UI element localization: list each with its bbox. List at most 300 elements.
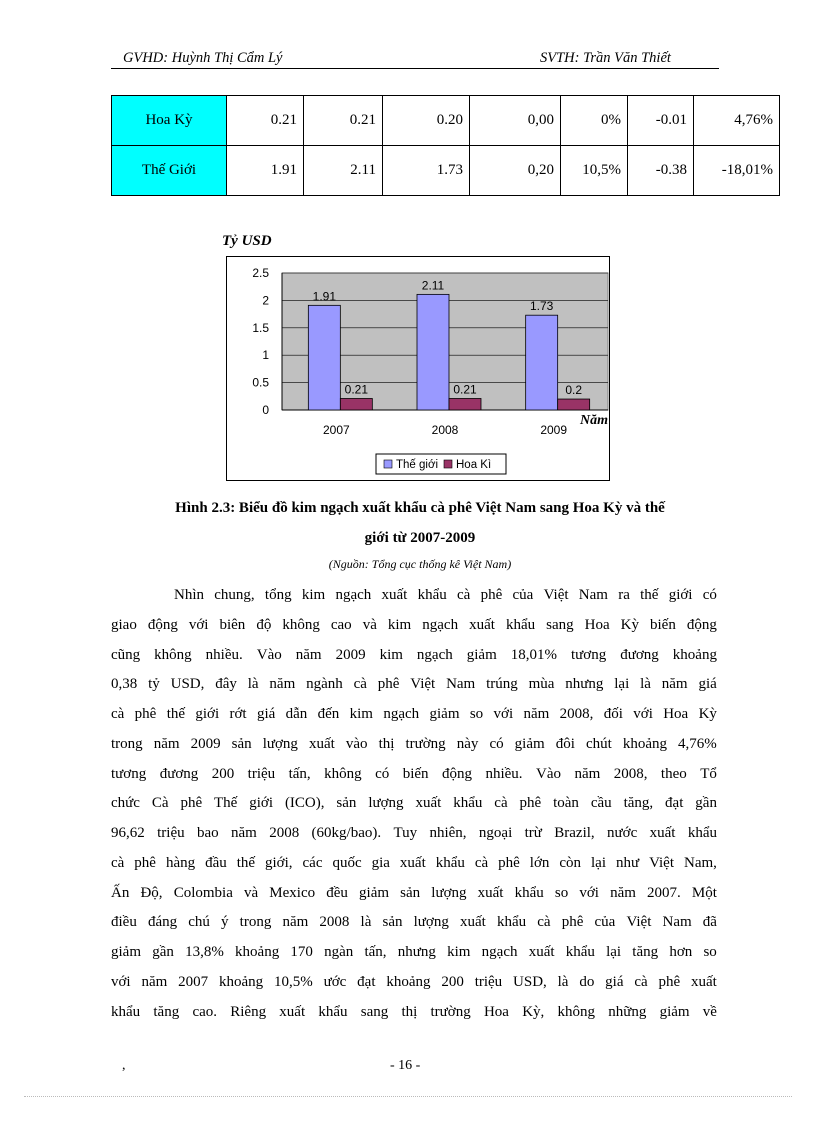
body-word: tấn, — [288, 765, 311, 782]
body-word: động — [686, 616, 717, 633]
body-word: Riêng — [230, 1003, 267, 1020]
body-word: ngạch — [422, 616, 459, 633]
table-row — [112, 96, 780, 146]
body-word: xuất — [528, 944, 555, 960]
body-word: xuất — [415, 795, 442, 812]
body-word: nhưng — [397, 944, 436, 960]
body-word: biến — [650, 616, 676, 633]
body-word: nhiên, — [429, 825, 467, 841]
body-word: đối — [603, 706, 623, 722]
body-word: kim — [387, 616, 412, 633]
body-word: gần — [152, 944, 174, 960]
body-word: khẩu — [111, 1003, 141, 1020]
body-line — [111, 789, 717, 819]
body-word: tổng — [264, 587, 292, 603]
legend-swatch — [444, 460, 452, 468]
body-word: trong — [111, 735, 143, 752]
body-paragraph — [111, 581, 717, 1027]
body-word: với — [188, 616, 209, 633]
bar-hoa-kì — [449, 398, 481, 410]
body-word: giá — [256, 706, 276, 722]
y-tick-label: 0 — [262, 403, 269, 417]
body-word: 0,38 — [111, 676, 138, 693]
row-name-cell: Hoa Kỳ — [112, 96, 227, 146]
table-row — [112, 146, 780, 196]
body-word: hơn — [669, 944, 693, 960]
body-word: giới — [249, 795, 274, 812]
body-word: Colombia — [173, 884, 233, 901]
body-word: xuất — [469, 616, 495, 633]
body-word: USD, — [513, 973, 547, 990]
data-label: 2.11 — [421, 278, 445, 293]
body-line — [111, 670, 717, 700]
body-word: Việt — [543, 587, 569, 603]
y-tick-label: 0.5 — [252, 375, 269, 390]
body-word: cà — [111, 854, 125, 871]
table-cell: -0.38 — [628, 146, 694, 196]
body-word: kim — [349, 706, 373, 722]
body-word: khẩu — [318, 1003, 348, 1020]
body-line — [111, 819, 717, 849]
body-word: Hoa — [483, 1003, 509, 1020]
body-word: triệu — [474, 973, 503, 990]
body-word: lại — [606, 944, 622, 960]
body-word: ngạch — [335, 587, 372, 603]
body-word: xuất — [459, 914, 486, 931]
header-divider — [111, 68, 719, 69]
body-word: triệu — [157, 825, 185, 841]
data-label: 0.21 — [453, 382, 477, 397]
body-word: Brazil, — [554, 825, 595, 841]
body-word: Nam — [446, 676, 476, 693]
body-word: cao — [330, 616, 352, 633]
figure-caption-line-2: giới từ 2007-2009 — [364, 530, 476, 546]
body-word: Việt — [626, 914, 652, 931]
body-word: và — [243, 884, 259, 901]
body-word: động — [442, 765, 472, 782]
body-word: 200 — [441, 973, 464, 990]
body-word: xuất — [279, 1003, 306, 1020]
body-word: so — [554, 884, 569, 901]
body-word: Vào — [535, 765, 561, 782]
body-word: giảm — [659, 1003, 690, 1020]
legend-label: Hoa Kì — [456, 459, 492, 471]
body-word: sản — [231, 735, 252, 752]
body-word: mùa — [528, 676, 555, 693]
bar-hoa-kì — [558, 399, 590, 410]
body-word: 200 — [211, 765, 235, 782]
body-word: có — [489, 735, 504, 752]
body-word: Một — [691, 884, 717, 901]
body-word: đương — [620, 646, 659, 663]
body-word: là — [360, 914, 372, 931]
body-word: Hoa — [663, 706, 689, 722]
body-word: của — [594, 914, 616, 931]
body-word: tương — [111, 765, 147, 782]
body-word: so — [469, 706, 484, 722]
body-word: với — [111, 973, 131, 990]
body-word: khẩu — [565, 944, 595, 960]
body-word: đương — [159, 765, 199, 782]
body-word: cà — [634, 973, 648, 990]
body-word: 170 — [290, 944, 313, 960]
body-word: tăng, — [623, 795, 654, 812]
body-word: bao — [196, 825, 219, 841]
body-word: Việt — [649, 854, 675, 871]
body-word: khoảng — [672, 646, 717, 663]
body-word: các — [302, 854, 323, 871]
body-word: đáng — [147, 914, 178, 931]
body-word: cà — [494, 795, 508, 812]
body-word: giảm — [359, 884, 390, 901]
body-word: giới — [668, 587, 693, 603]
body-word: là — [557, 973, 569, 990]
body-word: đôi — [555, 735, 575, 752]
body-word: USD, — [170, 676, 205, 693]
body-word: giới, — [265, 854, 293, 871]
body-word: không — [324, 765, 362, 782]
body-word: dẫn — [285, 706, 308, 722]
bar-thế-giới — [526, 315, 558, 410]
data-label: 0.2 — [565, 383, 583, 398]
body-word: Vào — [256, 646, 282, 663]
body-word: lượng — [262, 735, 298, 752]
body-word: khẩu — [417, 587, 447, 603]
body-word: ý — [221, 914, 229, 931]
body-word: và — [362, 616, 377, 633]
body-word: 2008, — [559, 706, 594, 722]
body-word: tăng — [632, 944, 659, 960]
body-word: độ — [256, 616, 272, 633]
table-cell: 0.20 — [383, 96, 470, 146]
table-cell: 10,5% — [561, 146, 628, 196]
body-word: ngạch — [416, 646, 453, 663]
body-word: 18,01% — [510, 646, 557, 663]
body-word: kim — [447, 944, 471, 960]
body-word: chú — [188, 914, 210, 931]
chart-y-axis-title: Tỷ USD — [222, 233, 272, 249]
body-word: quốc — [332, 854, 362, 871]
body-word: sản — [382, 914, 403, 931]
body-word: trúng — [486, 676, 518, 693]
footer-divider — [24, 1096, 792, 1097]
body-word: tăng — [153, 1003, 180, 1020]
y-tick-label: 1.5 — [252, 320, 269, 335]
bar-thế-giới — [308, 305, 340, 410]
body-word: đầu — [205, 854, 227, 871]
body-word: gần — [695, 795, 717, 812]
body-line — [111, 908, 717, 938]
body-word: tấn, — [364, 944, 387, 960]
body-word: giới — [195, 706, 220, 722]
body-word: khẩu — [435, 854, 465, 871]
body-word: chung, — [214, 587, 255, 603]
figure-source: (Nguồn: Tổng cục thống kê Việt Nam) — [328, 557, 512, 571]
body-word: thế — [166, 706, 186, 722]
table-cell: 4,76% — [694, 96, 780, 146]
body-word: biên — [219, 616, 246, 633]
y-tick-label: 1 — [262, 348, 269, 363]
body-line — [111, 879, 717, 909]
body-word: sản — [336, 795, 357, 812]
body-word: cà — [111, 706, 125, 722]
body-word: năm — [295, 646, 322, 663]
body-word: nước — [607, 825, 638, 841]
body-word: là — [247, 676, 259, 693]
body-word: ra — [618, 587, 630, 603]
bar-chart — [226, 256, 610, 481]
body-word: thị — [401, 1003, 418, 1020]
body-word: so — [703, 944, 717, 960]
body-word: ngành — [306, 676, 343, 693]
body-word: phê — [134, 706, 157, 722]
body-word: nhiều. — [485, 765, 523, 782]
body-word: 4,76% — [678, 735, 717, 752]
body-word: năm — [153, 735, 180, 752]
body-line — [111, 641, 717, 671]
body-word: này — [456, 735, 479, 752]
body-word: 2008 — [319, 914, 350, 931]
body-word: giá — [698, 676, 717, 693]
body-word: đều — [326, 884, 348, 901]
body-word: cà — [474, 854, 489, 871]
y-tick-label: 2.5 — [252, 266, 269, 280]
body-word: trường — [430, 1003, 471, 1020]
body-word: cao. — [192, 1003, 218, 1020]
body-word: giao — [111, 616, 137, 633]
body-word: năm — [610, 884, 636, 901]
body-word: giảm — [111, 944, 141, 960]
body-line — [111, 611, 717, 641]
body-word: Kỳ, — [522, 1003, 545, 1020]
body-word: 10,5% — [273, 973, 313, 990]
body-word: đạt — [665, 795, 684, 812]
body-word: do — [579, 973, 595, 990]
body-word: phê — [498, 854, 520, 871]
body-word: ngạch — [481, 944, 518, 960]
footer-mark: , — [122, 1058, 126, 1073]
body-word: phê — [377, 676, 400, 693]
body-line — [111, 968, 717, 998]
data-label: 1.73 — [529, 299, 554, 314]
body-word: chức — [111, 795, 140, 812]
body-word: nhiều. — [205, 646, 243, 663]
body-word: 2008 — [269, 825, 300, 841]
data-table — [111, 95, 780, 196]
x-tick-label: 2008 — [431, 423, 459, 437]
body-word: Mexico — [269, 884, 316, 901]
bar-thế-giới — [417, 294, 449, 410]
body-word: năm — [574, 765, 601, 782]
table-cell: 2.11 — [304, 146, 383, 196]
body-word: Cà — [151, 795, 169, 812]
body-word: nhưng — [565, 676, 604, 693]
row-name-cell: Thế Giới — [112, 146, 227, 196]
body-word: khẩu — [496, 914, 527, 931]
body-word: khẩu — [505, 616, 536, 633]
body-word: với — [493, 706, 514, 722]
body-word: khẩu — [453, 795, 483, 812]
body-word: lại — [591, 854, 606, 871]
body-word: ngoại — [478, 825, 513, 841]
table-cell: -18,01% — [694, 146, 780, 196]
body-word: của — [512, 587, 534, 603]
body-word: Tổ — [700, 765, 717, 782]
body-word: cầu — [590, 795, 612, 812]
body-word: xuất — [308, 735, 335, 752]
y-tick-label: 2 — [262, 293, 269, 308]
bar-hoa-kì — [340, 398, 372, 410]
body-word: trừ — [524, 825, 542, 841]
body-word: không — [557, 1003, 595, 1020]
body-word: giảm — [429, 706, 460, 722]
body-word: Nam — [662, 914, 692, 931]
body-line — [111, 581, 717, 611]
body-word: khẩu — [687, 825, 717, 841]
body-word: toàn — [553, 795, 579, 812]
body-word: thế — [236, 854, 256, 871]
body-word: phê — [480, 587, 503, 603]
body-word: 2007. — [647, 884, 681, 901]
body-word: năm — [141, 973, 168, 990]
body-word: năm — [661, 676, 688, 693]
body-word: xuất — [691, 973, 717, 990]
body-word: khoảng — [386, 973, 431, 990]
body-word: giảm — [514, 735, 545, 752]
data-label: 1.91 — [312, 289, 337, 304]
header-instructor: GVHD: Huỳnh Thị Cẩm Lý — [123, 50, 283, 66]
body-word: 2007 — [178, 973, 209, 990]
data-label: 0.21 — [344, 382, 369, 397]
x-tick-label: 2007 — [322, 423, 350, 437]
body-line — [111, 700, 717, 730]
body-word: 96,62 — [111, 825, 145, 841]
body-word: còn — [559, 854, 582, 871]
x-tick-label: 2009 — [540, 423, 568, 437]
body-word: cà — [537, 914, 551, 931]
body-word: lượng — [413, 914, 449, 931]
body-word: tỷ — [148, 676, 160, 693]
body-line — [111, 849, 717, 879]
body-word: trường — [405, 735, 446, 752]
body-word: vào — [345, 735, 368, 752]
body-word: xuất — [477, 884, 504, 901]
legend-swatch — [384, 460, 392, 468]
body-word: đây — [215, 676, 237, 693]
body-word: giảm — [466, 646, 497, 663]
body-line — [111, 998, 717, 1028]
body-word: tương — [571, 646, 607, 663]
body-word: khoảng — [235, 944, 280, 960]
body-word: có — [702, 587, 717, 603]
body-word: theo — [660, 765, 687, 782]
body-word: điều — [111, 914, 137, 931]
body-word: triệu — [247, 765, 276, 782]
body-word: không — [154, 646, 192, 663]
body-word: rớt — [229, 706, 247, 722]
body-word: Nam, — [683, 854, 717, 871]
body-word: động — [147, 616, 178, 633]
body-word: 2009 — [335, 646, 366, 663]
body-word: khoảng — [622, 735, 667, 752]
body-word: năm — [269, 676, 296, 693]
body-word: năm — [282, 914, 309, 931]
body-word: với — [579, 884, 599, 901]
body-line — [111, 760, 717, 790]
body-word: về — [702, 1003, 717, 1020]
body-word: sang — [360, 1003, 389, 1020]
body-word: đã — [702, 914, 717, 931]
body-word: đạt — [357, 973, 376, 990]
body-word: lớn — [529, 854, 550, 871]
body-word: biến — [402, 765, 429, 782]
body-word: Thế — [214, 795, 238, 812]
body-word: cà — [353, 676, 367, 693]
body-word: những — [608, 1003, 647, 1020]
table-cell: 0.21 — [227, 96, 304, 146]
body-word: Nhìn — [174, 587, 204, 603]
body-word: (ICO), — [284, 795, 325, 812]
body-word: giá — [605, 973, 624, 990]
body-word: khoảng — [218, 973, 264, 990]
body-word: cũng — [111, 646, 141, 663]
body-word: ước — [323, 973, 347, 990]
body-word: ngàn — [324, 944, 354, 960]
body-word: sang — [546, 616, 574, 633]
body-line — [111, 938, 717, 968]
page-number: - 16 - — [390, 1058, 421, 1073]
body-word: có — [375, 765, 390, 782]
table-cell: 0.21 — [304, 96, 383, 146]
body-line — [111, 730, 717, 760]
body-word: như — [615, 854, 640, 871]
table-cell: 0,00 — [470, 96, 561, 146]
body-word: phê — [658, 973, 681, 990]
legend-label: Thế giới — [396, 459, 439, 471]
body-word: lượng — [431, 884, 467, 901]
body-word: kim — [301, 587, 326, 603]
x-axis-title: Năm — [580, 413, 608, 428]
body-word: Hoa — [584, 616, 610, 633]
table-cell: 1.91 — [227, 146, 304, 196]
body-word: là — [640, 676, 651, 693]
body-word: 13,8% — [185, 944, 224, 960]
body-word: (60kg/bao). — [311, 825, 382, 841]
body-word: Độ, — [140, 884, 163, 901]
body-word: thị — [378, 735, 395, 752]
body-word: ngạch — [383, 706, 420, 722]
body-word: lượng — [368, 795, 404, 812]
body-word: Kỳ — [620, 616, 639, 633]
table-cell: -0.01 — [628, 96, 694, 146]
body-word: Việt — [410, 676, 436, 693]
body-word: hàng — [165, 854, 196, 871]
figure-caption-line-1: Hình 2.3: Biểu đồ kim ngạch xuất khẩu cà phê Việt Nam sang Hoa Kỳ và thế — [175, 500, 665, 516]
body-word: không — [282, 616, 320, 633]
body-word: kim — [379, 646, 403, 663]
body-word: cà — [457, 587, 471, 603]
body-word: chút — [585, 735, 612, 752]
body-word: xuất — [399, 854, 426, 871]
body-word: năm — [231, 825, 257, 841]
body-word: năm — [523, 706, 550, 722]
body-word: phê — [134, 854, 156, 871]
table-cell: 0% — [561, 96, 628, 146]
header-student: SVTH: Trần Văn Thiết — [540, 50, 671, 66]
body-word: Ấn — [111, 884, 130, 901]
table-cell: 0,20 — [470, 146, 561, 196]
body-word: lại — [614, 676, 630, 693]
